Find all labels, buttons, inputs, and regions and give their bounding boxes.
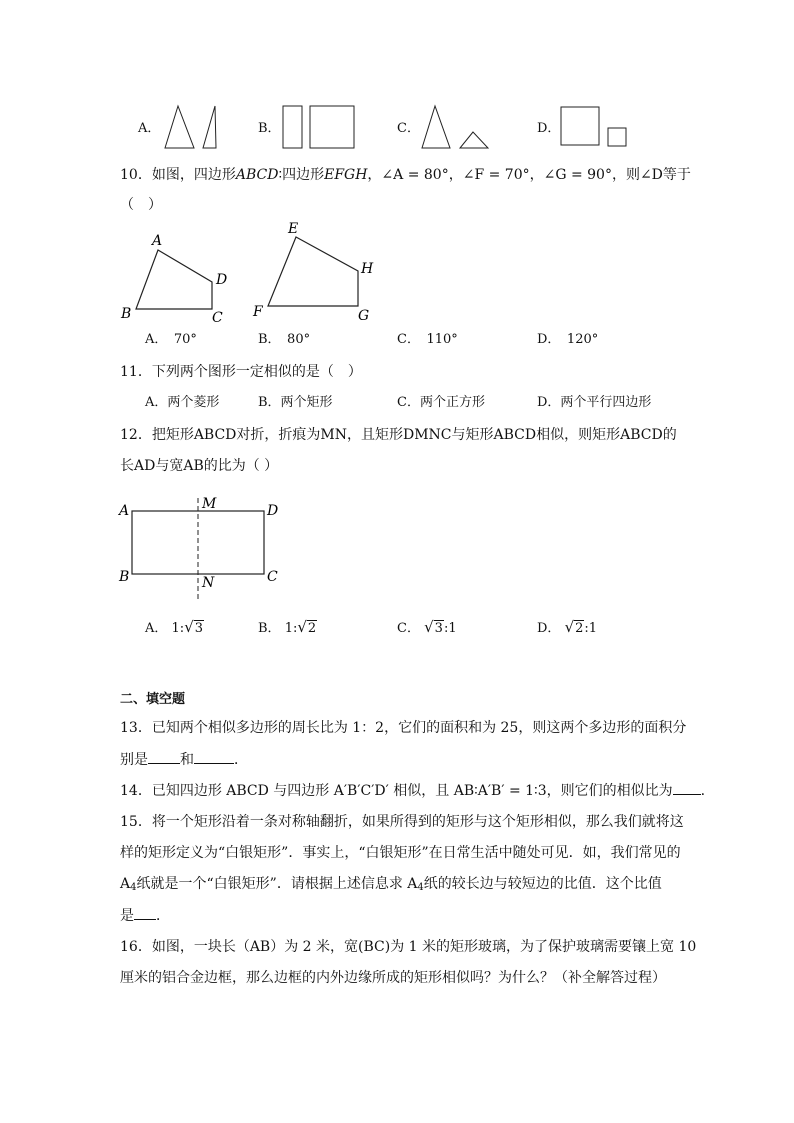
- q10-conditions: ，∠A = 80°，∠F = 70°，∠G = 90°，则∠D等于: [367, 167, 691, 183]
- q15-text-e: ．: [156, 908, 170, 924]
- q10-option-a: A． 70°: [145, 332, 197, 347]
- q13-line2: [120, 749, 248, 770]
- q15-text-b: 纸就是一个“白银矩形”．请根据上述信息求 A: [136, 876, 418, 892]
- q12-line2: 长AD与宽AB的比为（ ）: [120, 458, 279, 474]
- q15-a4-a: A: [120, 876, 131, 892]
- q12-option-a-sqrt: √3: [184, 618, 204, 636]
- q12-option-c-radicand: 3: [434, 621, 443, 636]
- q12-option-c-suffix: :1: [443, 621, 457, 636]
- q16-line2: 厘米的铝合金边框，那么边框的内外边缘所成的矩形相似吗？为什么？（补全解答过程）: [120, 970, 666, 986]
- q12-label-n: N: [202, 575, 215, 591]
- q10-paren: （ ）: [120, 197, 162, 213]
- q10-label-a: A: [152, 233, 163, 249]
- q10-efgh: EFGH: [324, 167, 368, 183]
- q9-figure-b: [280, 104, 358, 150]
- q12-option-b: [258, 618, 317, 638]
- q10-label-c: C: [212, 310, 223, 326]
- q10-label-f: F: [253, 304, 263, 320]
- q13-line1: 13．已知两个相似多边形的周长比为 1：2，它们的面积和为 25，则这两个多边形的面积分: [120, 720, 687, 736]
- q15-line4: [120, 905, 170, 926]
- q10-stem-prefix: 10．如图，四边形: [120, 167, 236, 183]
- q12-option-d-sqrt: √2: [564, 618, 584, 636]
- q12-option-b-letter: B．: [258, 621, 281, 636]
- q12-label-b: B: [119, 569, 130, 585]
- q10-option-d: D． 120°: [537, 332, 599, 347]
- q13-text-a: 别是: [120, 752, 148, 768]
- q15-line1: 15．将一个矩形沿着一条对称轴翻折，如果所得到的矩形与这个矩形相似，那么我们就将这: [120, 814, 684, 830]
- q13-text-b: 和: [180, 752, 194, 768]
- q12-option-d-letter: D．: [537, 621, 561, 636]
- q15-a4-sub-2: 4: [417, 882, 424, 893]
- q12-option-a-prefix: 1:: [171, 621, 185, 636]
- q12-option-d: [537, 618, 597, 638]
- q13-blank-2: [194, 749, 234, 764]
- q12-option-b-radicand: 2: [307, 621, 317, 636]
- q10-label-e: E: [288, 221, 299, 237]
- q10-label-g: G: [358, 308, 370, 324]
- q10-option-c: C． 110°: [397, 332, 458, 347]
- q12-line1: 12．把矩形ABCD对折，折痕为MN，且矩形DMNC与矩形ABCD相似，则矩形ABCD的: [120, 427, 677, 443]
- q11-option-d: D．两个平行四边形: [537, 395, 652, 410]
- q10-stem: [120, 165, 691, 185]
- q12-figure-rectangle: [116, 494, 288, 604]
- q11-option-a: A．两个菱形: [145, 395, 220, 410]
- q16-line1: 16．如图，一块长（AB）为 2 米，宽(BC)为 1 米的矩形玻璃，为了保护玻璃需要镶上宽 10: [120, 939, 697, 955]
- q15-a4-sub: 4: [130, 882, 137, 893]
- q12-option-c: [397, 618, 457, 638]
- q10-label-d: D: [216, 272, 228, 288]
- q10-option-b: B． 80°: [258, 332, 311, 347]
- q12-option-a-letter: A．: [145, 621, 168, 636]
- q15-blank: [134, 905, 156, 920]
- q12-option-d-radicand: 2: [575, 621, 584, 636]
- q11-option-c: C．两个正方形: [397, 395, 485, 410]
- q15-line2: 样的矩形定义为“白银矩形”．事实上，“白银矩形”在日常生活中随处可见．如，我们常见的: [120, 845, 681, 861]
- q12-label-c: C: [267, 569, 278, 585]
- q10-label-b: B: [121, 306, 132, 322]
- q14-blank: [673, 780, 701, 795]
- q12-label-m: M: [202, 496, 217, 512]
- section-title-fill-in: 二、填空题: [120, 692, 186, 707]
- q12-option-c-sqrt: √3: [424, 618, 443, 636]
- q9-option-b: B．: [258, 121, 281, 136]
- q14-text: 14．已知四边形 ABCD 与四边形 A′B′C′D′ 相似，且 AB∶A′B′ = 1∶3，则它们的相似比为: [120, 783, 673, 799]
- q11-option-b: B．两个矩形: [258, 395, 333, 410]
- q12-label-a: A: [119, 503, 130, 519]
- q12-option-a-radicand: 3: [194, 621, 204, 636]
- q9-option-d: D．: [537, 121, 561, 136]
- q15-text-c: 纸的较长边与较短边的比值．这个比值: [423, 876, 662, 892]
- q14-end: .: [700, 783, 706, 799]
- q13-blank-1: [148, 749, 180, 764]
- q11-stem: 11．下列两个图形一定相似的是（ ）: [120, 364, 362, 380]
- q15-line3: [120, 874, 662, 898]
- q10-sim: ∶: [278, 167, 283, 183]
- q9-option-c: C．: [397, 121, 420, 136]
- q12-option-b-sqrt: √2: [297, 618, 317, 636]
- q13-text-c: ．: [234, 752, 248, 768]
- q10-mid: 四边形: [282, 167, 325, 183]
- q12-option-a: [145, 618, 204, 638]
- q9-figure-d: [558, 104, 630, 150]
- q12-label-d: D: [267, 503, 279, 519]
- q9-figure-a: [162, 104, 222, 150]
- q10-label-h: H: [361, 261, 374, 277]
- q14-line: [120, 780, 705, 801]
- q12-option-d-suffix: :1: [584, 621, 598, 636]
- q10-figure-abcd: [116, 220, 236, 330]
- q12-option-b-prefix: 1:: [284, 621, 298, 636]
- q12-option-c-letter: C．: [397, 621, 420, 636]
- q10-figure-efgh: [248, 216, 388, 328]
- q9-figure-c: [418, 104, 494, 150]
- q15-text-d: 是: [120, 908, 134, 924]
- q10-abcd: ABCD: [235, 167, 279, 183]
- q9-option-a: A．: [138, 121, 161, 136]
